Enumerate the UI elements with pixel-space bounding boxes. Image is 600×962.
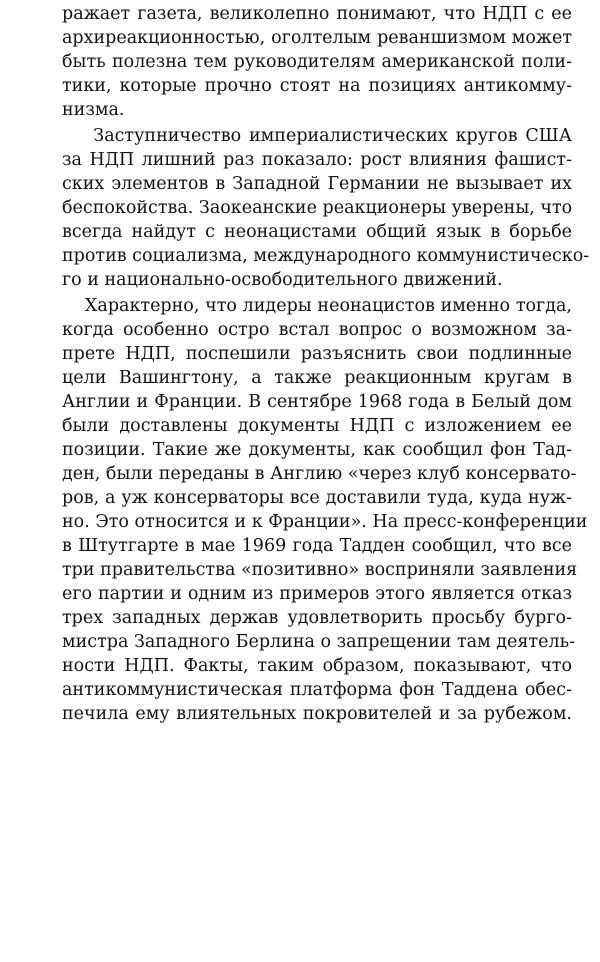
paragraph-2 xyxy=(62,124,590,292)
text-line: быть полезна тем руководителям американской поли- xyxy=(62,52,572,72)
paragraph-3 xyxy=(62,294,588,726)
text-line: его партии и одним из примеров этого является отказ xyxy=(62,584,572,604)
text-line: но. Это относится и к Франции». На пресс-конференции xyxy=(62,512,588,532)
text-line: ских элементов в Западной Германии не вызывает их xyxy=(62,174,572,194)
text-line: трех западных держав удовлетворить просьбу бурго- xyxy=(62,608,572,628)
text-line: когда особенно остро встал вопрос о возможном за- xyxy=(62,320,572,340)
text-line: ден, были переданы в Англию «через клуб консервато- xyxy=(62,464,577,484)
text-line: печила ему влиятельных покровителей и за рубежом. xyxy=(62,704,572,724)
text-line: ражает газета, великолепно понимают, что НДП с ее xyxy=(62,4,572,24)
text-line: были доставлены документы НДП с изложением ее xyxy=(62,416,572,436)
text-line: ров, а уж консерваторы все доставили туда, куда нуж- xyxy=(62,488,572,508)
text-line: Англии и Франции. В сентябре 1968 года в Белый дом xyxy=(62,392,572,412)
text-line: за НДП лишний раз показало: рост влияния фашист- xyxy=(62,150,572,170)
document-page xyxy=(62,2,590,728)
text-line: против социализма, международного коммунистическо- xyxy=(62,246,590,266)
text-line: низма. xyxy=(62,100,125,120)
paragraph-1 xyxy=(62,2,572,122)
text-line: го и национально-освободительного движений. xyxy=(62,270,503,290)
text-line: всегда найдут с неонацистами общий язык в борьбе xyxy=(62,222,572,242)
text-line: прете НДП, поспешили разъяснить свои подлинные xyxy=(62,344,572,364)
text-line: три правительства «позитивно» восприняли заявления xyxy=(62,560,578,580)
text-line: в Штутгарте в мае 1969 года Тадден сообщил, что все xyxy=(62,536,572,556)
text-line: архиреакционностью, оголтелым реваншизмом может xyxy=(62,28,572,48)
text-line: позиции. Такие же документы, как сообщил фон Тад- xyxy=(62,440,572,460)
text-line: ности НДП. Факты, таким образом, показывают, что xyxy=(62,656,572,676)
text-line: антикоммунистическая платформа фон Таддена обес- xyxy=(62,680,572,700)
text-line: тики, которые прочно стоят на позициях антикомму- xyxy=(62,76,572,96)
text-line: Заступничество империалистических кругов США xyxy=(62,126,572,146)
text-line: цели Вашингтону, а также реакционным кругам в xyxy=(62,368,572,388)
text-line: мистра Западного Берлина о запрещении там деятель- xyxy=(62,632,576,652)
text-line: беспокойства. Заокеанские реакционеры уверены, что xyxy=(62,198,573,218)
text-line: Характерно, что лидеры неонацистов именно тогда, xyxy=(62,296,572,316)
